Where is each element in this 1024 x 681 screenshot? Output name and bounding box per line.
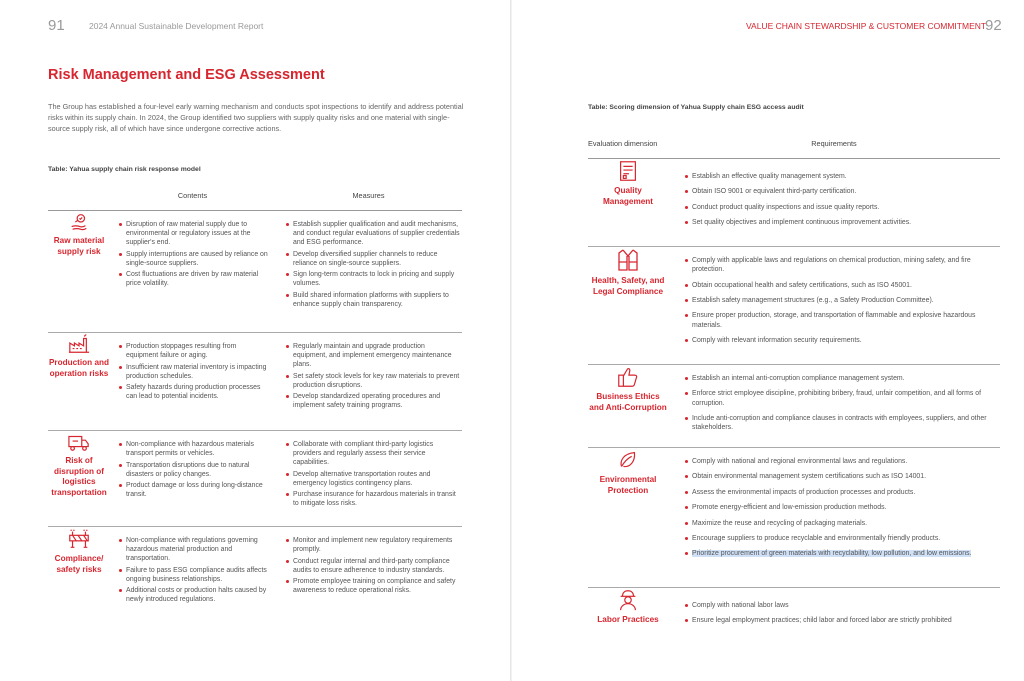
list-item: Ensure legal employment practices; child labor and forced labor are strictly prohibited [684,616,1000,625]
list-item: Comply with national labor laws [684,601,1000,610]
list-item: Obtain occupational health and safety certifications, such as ISO 45001. [684,281,1000,290]
list-item: Maximize the reuse and recycling of packaging materials. [684,519,1000,528]
left-page-number: 91 [48,17,65,34]
table-row [588,448,1000,588]
risk-dimension-cell [48,211,110,333]
table-row [588,247,1000,365]
list-item: Build shared information platforms with suppliers to enhance supply chain transparency. [285,291,460,309]
table-header-row [588,128,1000,159]
risk-label: Raw material supply risk [53,236,105,256]
list-item: Comply with applicable laws and regulations on chemical production, mining safety, and fire protection. [684,256,1000,274]
list-item: Supply interruptions are caused by reliance on single-source suppliers. [118,250,269,268]
list-item: Set quality objectives and implement continuous improvement activities. [684,218,1000,227]
risk-dimension-cell [48,333,110,431]
list-item: Enforce strict employee discipline, prohibiting bribery, fraud, unfair competition, and all forms of corruption. [684,389,1000,407]
list-item: Production stoppages resulting from equipment failure or aging. [118,342,269,360]
risk-label: Risk of disruption of logistics transportation [51,456,107,497]
dimension-cell [588,365,668,448]
list-item: Failure to pass ESG compliance audits affects ongoing business relationships. [118,566,269,584]
list-item: Non-compliance with hazardous materials transport permits or vehicles. [118,440,269,458]
list-item: Establish an internal anti-corruption compliance management system. [684,374,1000,383]
selected-text[interactable]: Prioritize procurement of green materials with recyclability, low pollution, and low emissions. [692,550,972,558]
list-item: Transportation disruptions due to natural disasters or policy changes. [118,461,269,479]
contents-cell [110,333,275,431]
requirements-cell [668,365,1000,448]
list-item: Cost fluctuations are driven by raw material price volatility. [118,270,269,288]
dimension-cell [588,247,668,365]
left-page [0,0,510,681]
measures-cell [275,211,462,333]
dimension-label: Labor Practices [597,615,659,624]
list-item: Obtain ISO 9001 or equivalent third-party certification. [684,187,1000,196]
right-page-number: 92 [985,17,1002,34]
list-item: Insufficient raw material inventory is impacting production schedules. [118,363,269,381]
list-item: Ensure proper production, storage, and transportation of flammable and explosive hazardous materials. [684,311,1000,329]
worker-icon [616,588,640,612]
risk-dimension-cell [48,527,110,645]
risk-label: Production and operation risks [48,358,110,378]
risk-dimension-cell [48,431,110,527]
list-item: Monitor and implement new regulatory requirements promptly. [285,536,460,554]
list-item: Comply with relevant information security requirements. [684,336,1000,345]
list-item: Disruption of raw material supply due to environmental or regulatory issues at the supplier's end. [118,220,269,248]
list-item: Develop standardized operating procedures and implement safety training programs. [285,392,460,410]
list-item: Obtain environmental management system certifications such as ISO 14001. [684,472,1000,481]
list-item: Assess the environmental impacts of production processes and products. [684,488,1000,497]
section-heading: Risk Management and ESG Assessment [48,67,325,83]
measures-cell [275,431,462,527]
list-item: Establish supplier qualification and audit mechanisms, and conduct regular evaluations of supplier credentials and ESG performance. [285,220,460,248]
list-item: Sign long-term contracts to lock in pricing and supply volumes. [285,270,460,288]
table-header-blank [48,180,110,211]
list-item: Additional costs or production halts caused by newly introduced regulations. [118,586,269,604]
list-item: Include anti-corruption and compliance clauses in contracts with employees, suppliers, and other stakeholders. [684,414,1000,432]
contents-cell [110,211,275,333]
requirements-cell [668,159,1000,247]
list-item: Non-compliance with regulations governing hazardous material production and transportation. [118,536,269,564]
intro-paragraph: The Group has established a four-level early warning mechanism and conducts spot inspections to identify and address potential risks within its supply chain. In 2024, the Group identified two suppliers with supply quality risks and one material with single-source supply risk, all of which have since undergone corrective actions. [48,102,464,133]
table-row [588,365,1000,448]
risk-response-table [48,180,462,645]
dimension-label: Environmental Protection [599,475,657,495]
table-row [588,588,1000,638]
list-item: Collaborate with compliant third-party logistics providers and regularly assess their service capabilities. [285,440,460,468]
list-item: Safety hazards during production processes can lead to potential incidents. [118,383,269,401]
table-row [48,527,462,645]
raw-material-icon [68,211,90,233]
list-item: Establish safety management structures (e.g., a Safety Production Committee). [684,296,1000,305]
factory-icon [67,333,91,355]
list-item: Set safety stock levels for key raw materials to prevent production disruptions. [285,372,460,390]
esg-table-caption: Table: Scoring dimension of Yahua Supply chain ESG access audit [588,104,804,111]
list-item: Product damage or loss during long-distance transit. [118,481,269,499]
list-item: Comply with national and regional environmental laws and regulations. [684,457,1000,466]
section-header: VALUE CHAIN STEWARDSHIP & CUSTOMER COMMITMENT [746,21,987,31]
table-header-row [48,180,462,211]
risk-label: Compliance/ safety risks [54,554,104,574]
dimension-label: Quality Management [602,186,654,206]
report-title: 2024 Annual Sustainable Development Report [89,21,264,31]
table-row [588,159,1000,247]
dimension-label: Health, Safety, and Legal Compliance [591,276,665,296]
table-row [48,211,462,333]
risk-table-caption: Table: Yahua supply chain risk response model [48,166,201,173]
requirements-cell [668,448,1000,588]
measures-cell [275,333,462,431]
table-header-measures: Measures [275,180,462,211]
dimension-label: Business Ethics and Anti-Corruption [589,392,667,412]
requirements-cell [668,588,1000,638]
list-item: Conduct product quality inspections and issue quality reports. [684,203,1000,212]
table-row [48,431,462,527]
barrier-icon [67,527,91,551]
list-item: Develop alternative transportation routes and emergency logistics contingency plans. [285,470,460,488]
highlighted-list-item[interactable] [684,549,1000,558]
list-item: Promote energy-efficient and low-emission production methods. [684,503,1000,512]
table-header-dimension: Evaluation dimension [588,128,668,159]
dimension-cell [588,588,668,638]
dimension-cell [588,448,668,588]
list-item: Purchase insurance for hazardous materials in transit to mitigate loss risks. [285,490,460,508]
table-header-requirements: Requirements [668,128,1000,159]
safety-vest-icon [615,247,641,273]
list-item: Encourage suppliers to produce recyclable and environmentally friendly products. [684,534,1000,543]
list-item: Establish an effective quality management system. [684,172,1000,181]
document-icon [616,159,640,183]
list-item: Promote employee training on compliance and safety awareness to reduce operational risks. [285,577,460,595]
truck-icon [67,431,91,453]
esg-audit-table [588,128,1000,638]
table-row [48,333,462,431]
leaf-icon [616,448,640,472]
dimension-cell [588,159,668,247]
list-item: Conduct regular internal and third-party compliance audits to ensure adherence to industry standards. [285,557,460,575]
contents-cell [110,431,275,527]
list-item: Regularly maintain and upgrade production equipment, and implement emergency maintenance plans. [285,342,460,370]
contents-cell [110,527,275,645]
list-item: Develop diversified supplier channels to reduce reliance on single-source suppliers. [285,250,460,268]
requirements-cell [668,247,1000,365]
thumbs-up-icon [616,365,640,389]
table-header-contents: Contents [110,180,275,211]
measures-cell [275,527,462,645]
